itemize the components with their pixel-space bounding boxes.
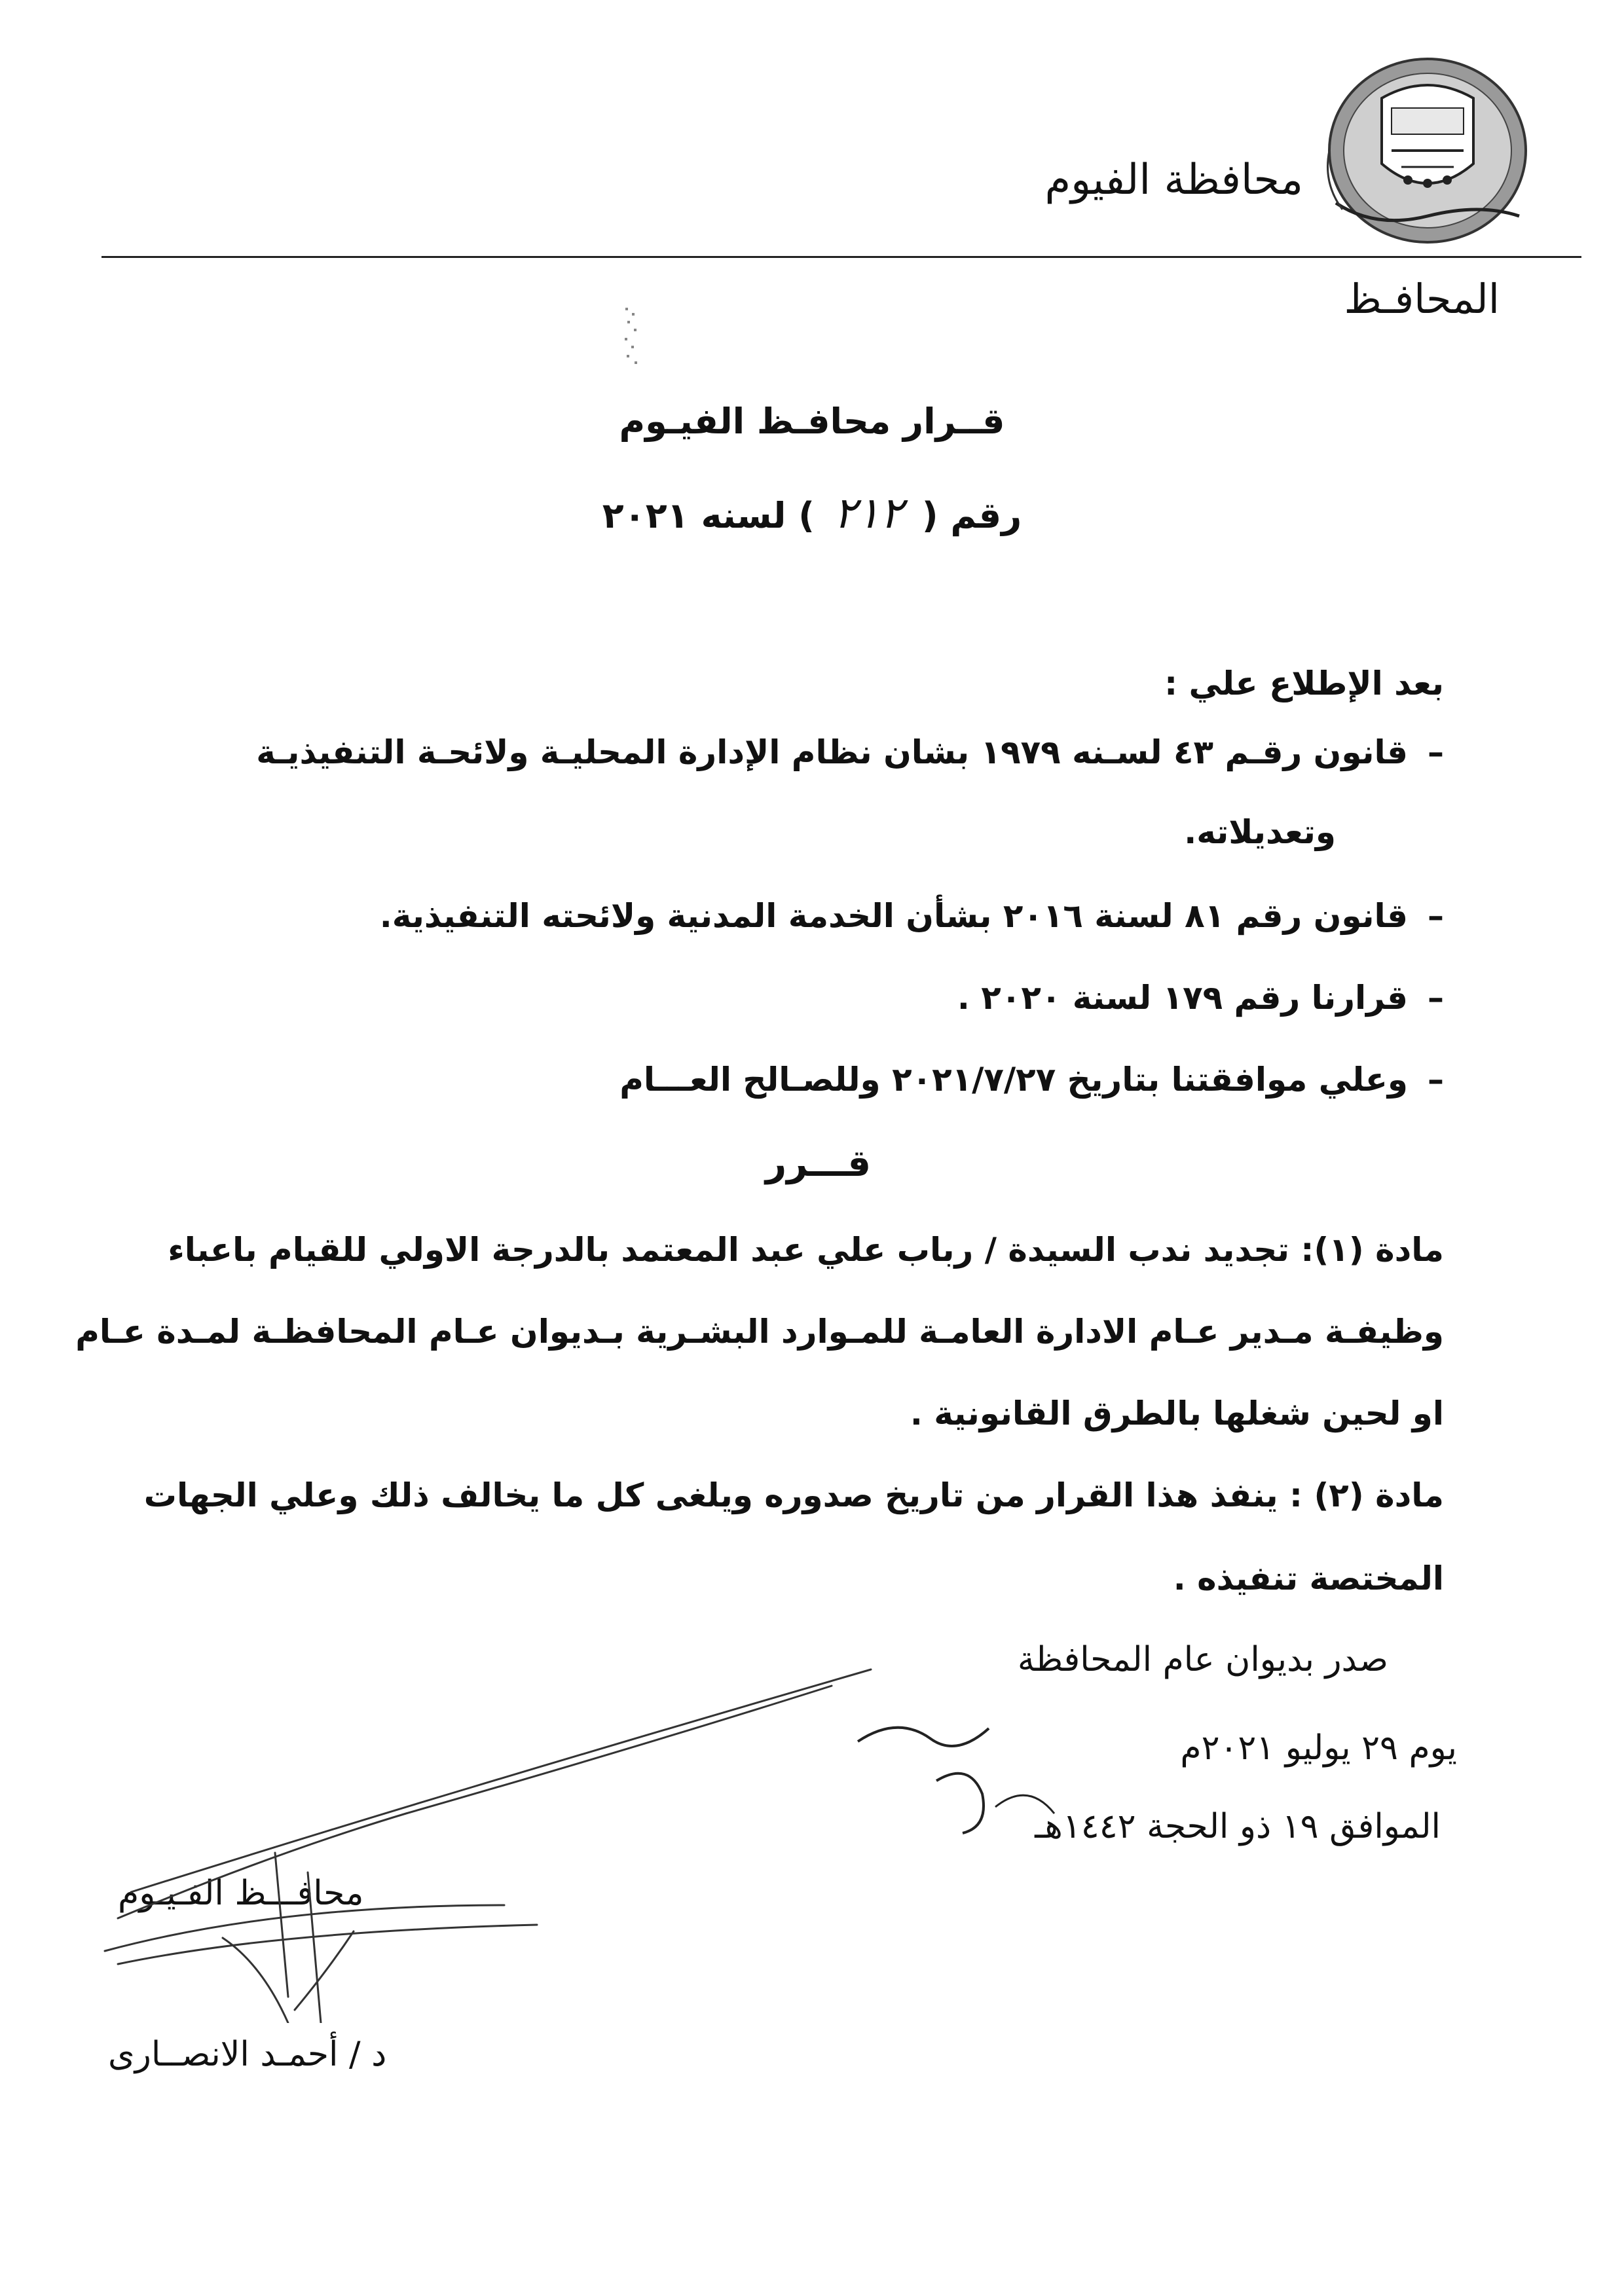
preamble-item: [957, 979, 1444, 1017]
bullet-dash: –: [1428, 979, 1444, 1017]
signatory-title: محافـــظ الفـيـوم: [118, 1874, 364, 1913]
preamble-item-text: قانون رقم ٨١ لسنة ٢٠١٦ بشأن الخدمة المدنية ولائحته التنفيذية.: [379, 897, 1408, 935]
preamble-item: [380, 897, 1444, 935]
header-divider: [101, 256, 1581, 258]
article-line: مادة (٢) : ينفذ هذا القرار من تاريخ صدوره ويلغى كل ما يخالف ذلك وعلي الجهات: [143, 1476, 1444, 1514]
article-line: وظيفـة مـدير عـام الادارة العامـة للمـوارد البشـرية بـديوان عـام المحافظـة لمـدة عـام: [75, 1313, 1444, 1351]
bullet-dash: –: [1428, 1061, 1444, 1099]
preamble-item-continuation: وتعديلاته.: [1184, 813, 1336, 851]
decree-title: قــرار محافـظ الفيـوم: [619, 401, 1005, 442]
decreed-heading: قـــرر: [765, 1142, 871, 1185]
preamble-item-text: قرارنا رقم ١٧٩ لسنة ٢٠٢٠ .: [957, 979, 1408, 1017]
signatory-name: د / أحمـد الانصــارى: [108, 2035, 387, 2074]
decree-number: [0, 488, 1624, 538]
governorate-seal-logo: [1323, 52, 1532, 249]
article-line: او لحين شغلها بالطرق القانونية .: [910, 1394, 1444, 1432]
preamble-item: [619, 1061, 1444, 1099]
preamble-item-text: وعلي موافقتنا بتاريخ ٢٠٢١/٧/٢٧ وللصـالح العـــام: [619, 1061, 1408, 1099]
preamble-intro: بعد الإطلاع علي :: [1164, 665, 1444, 702]
issued-at: صدر بديوان عام المحافظة: [1017, 1640, 1388, 1679]
gregorian-date: يوم ٢٩ يوليو ٢٠٢١م: [1180, 1728, 1457, 1768]
article-line: المختصة تنفيذه .: [1173, 1559, 1444, 1597]
handwritten-signature: [79, 1656, 917, 2023]
bullet-dash: –: [1428, 733, 1444, 771]
preamble-item-text: قانون رقـم ٤٣ لسـنه ١٩٧٩ بشان نظام الإدارة المحليـة ولائحـة التنفيذيـة: [256, 733, 1408, 771]
decree-number-suffix: ) لسنه ٢٠٢١: [602, 495, 815, 536]
office-title: المحافـظ: [1344, 275, 1500, 323]
decree-number-prefix: رقم (: [921, 495, 1022, 536]
hijri-date: الموافق ١٩ ذو الحجة ١٤٤٢هـ: [1035, 1807, 1441, 1846]
bullet-dash: –: [1428, 897, 1444, 935]
preamble-item: [256, 733, 1444, 771]
decree-number-handwritten: ٢١٢: [833, 488, 904, 538]
article-line: مادة (١): تجديد ندب السيدة / رباب علي عبد المعتمد بالدرجة الاولي للقيام باعباء: [168, 1231, 1444, 1269]
scan-artifact: [622, 308, 642, 367]
governorate-name: محافظة الفيوم: [1044, 156, 1303, 204]
